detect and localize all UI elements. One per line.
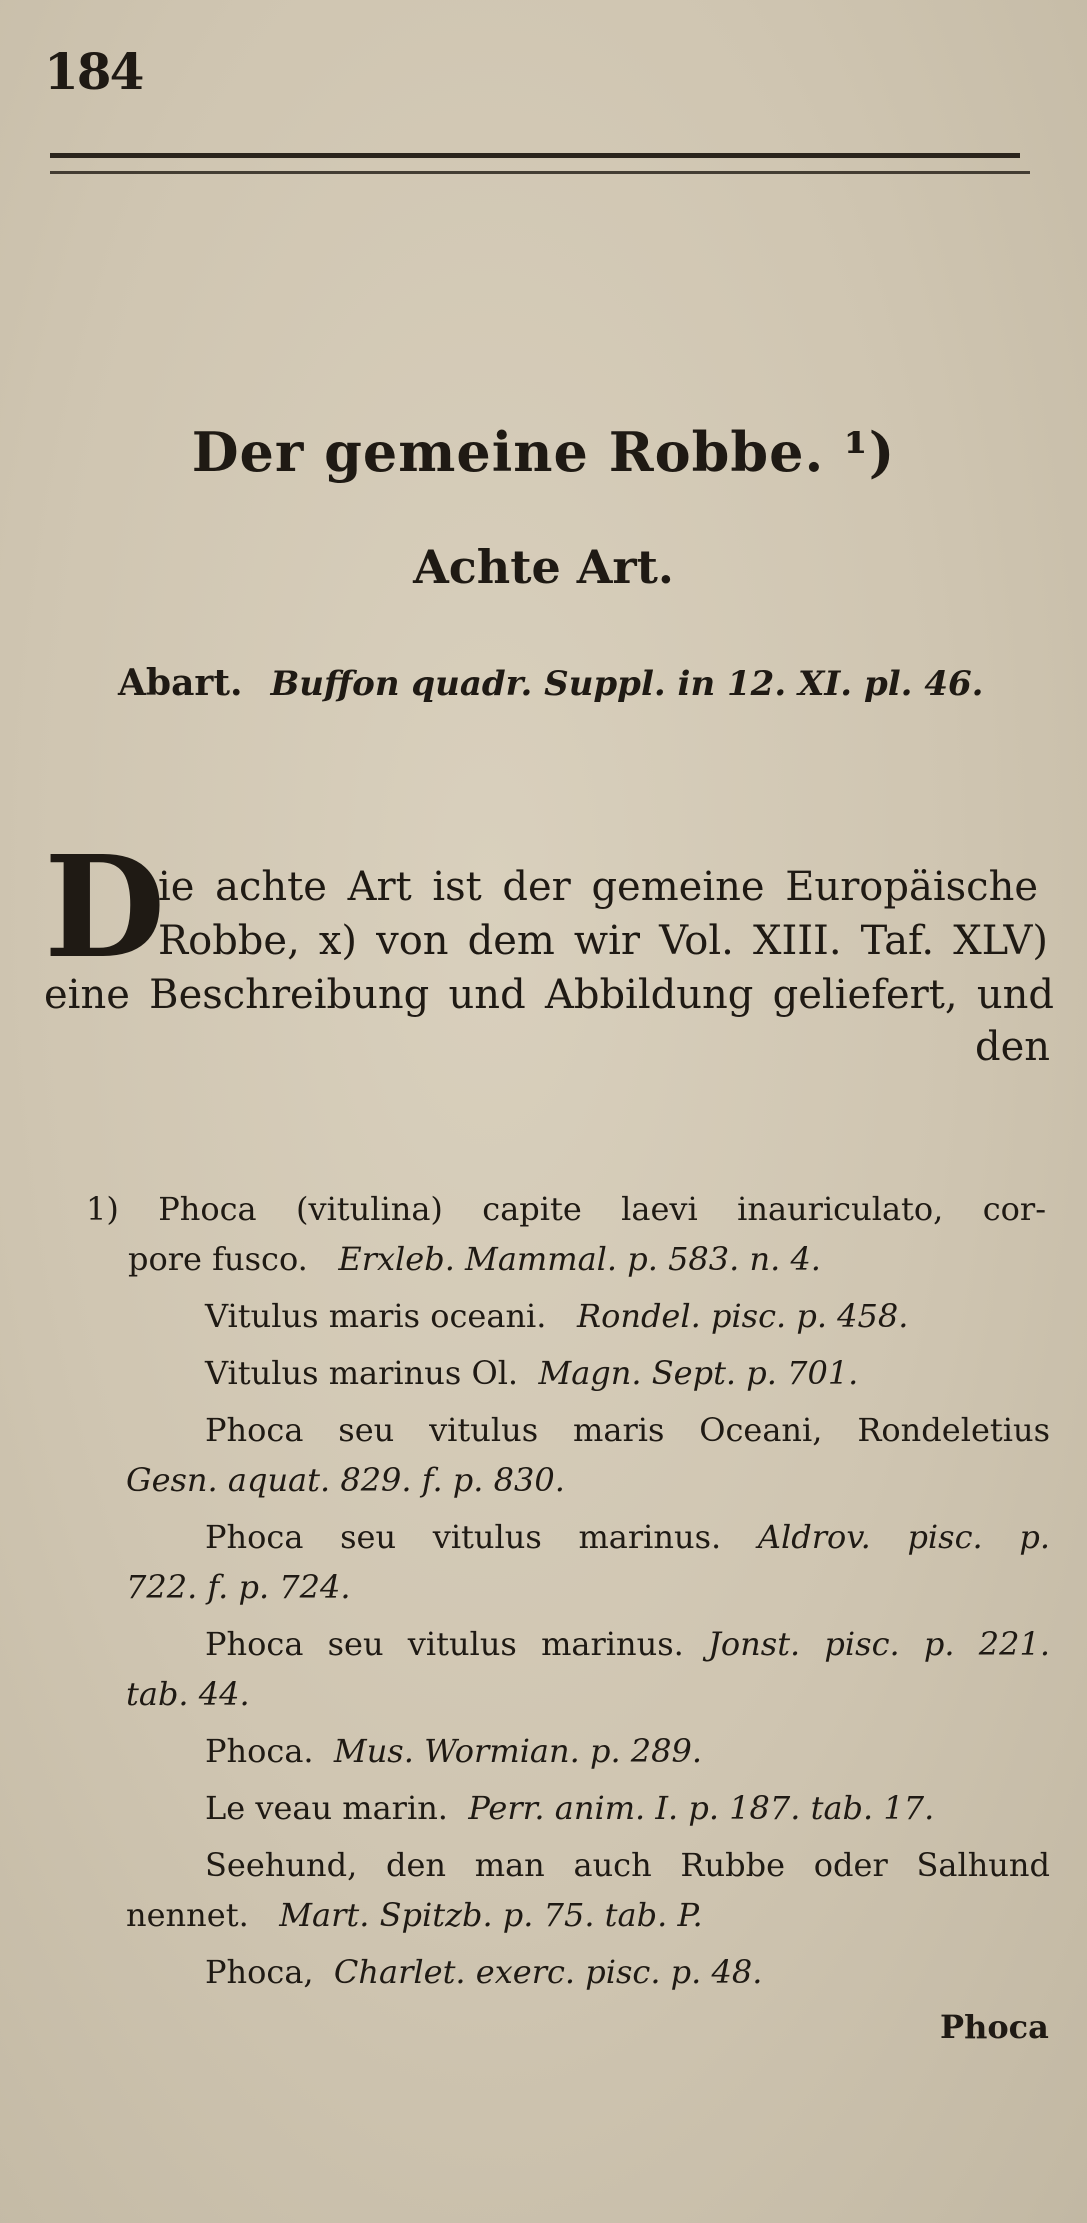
footnote-text: pore fusco. xyxy=(128,1240,308,1278)
footnote-text: Phoca. xyxy=(205,1732,314,1770)
section-title: Der gemeine Robbe. ¹) xyxy=(191,420,896,484)
footnote-text: Phoca seu vitulus marinus. xyxy=(205,1518,722,1556)
footnote-reference: Aldrov. pisc. p. xyxy=(757,1518,1051,1556)
footnote-reference: tab. 44. xyxy=(126,1675,250,1713)
variety-label: Abart. xyxy=(118,662,243,704)
variety-reference: Buffon quadr. Suppl. in 12. XI. pl. 46. xyxy=(270,664,984,704)
footnote-line: 1) Phoca (vitulina) capite laevi inauriculato, cor- xyxy=(86,1190,1046,1228)
footnote-reference: 722. f. p. 724. xyxy=(126,1568,351,1606)
footnote-line xyxy=(205,1354,858,1392)
footnote-reference: Rondel. pisc. p. 458. xyxy=(576,1297,909,1335)
footnote-text: Vitulus maris oceani. xyxy=(205,1297,547,1335)
footnote-reference: Mart. Spitzb. p. 75. tab. P. xyxy=(279,1896,703,1934)
footnote-line xyxy=(205,1789,934,1827)
page-number: 184 xyxy=(44,42,143,101)
header-rule-bottom xyxy=(50,171,1030,174)
footnote-reference: Mus. Wormian. p. 289. xyxy=(333,1732,703,1770)
footnote-line: Seehund, den man auch Rubbe oder Salhund xyxy=(205,1846,1050,1884)
header-rule-top xyxy=(50,153,1020,158)
footnote-line xyxy=(205,1518,1050,1556)
footnote-text: Vitulus marinus Ol. xyxy=(205,1354,519,1392)
catchword: Phoca xyxy=(940,2008,1049,2046)
footnote-line xyxy=(205,1297,908,1335)
paragraph-line: ie achte Art ist der gemeine Europäische xyxy=(158,864,1038,910)
footnote-reference: Erxleb. Mammal. p. 583. n. 4. xyxy=(338,1240,821,1278)
footnote-text: Phoca seu vitulus marinus. xyxy=(205,1625,684,1663)
paragraph-line: Robbe, x) von dem wir Vol. XIII. Taf. XLV) xyxy=(158,918,1048,964)
section-subtitle: Achte Art. xyxy=(413,540,674,594)
paragraph-line: eine Beschreibung und Abbildung geliefert, und xyxy=(44,972,1054,1018)
footnote-text: Le veau marin. xyxy=(205,1789,448,1827)
footnote-line xyxy=(205,1953,762,1991)
footnote-line xyxy=(128,1240,821,1278)
footnote-reference: Magn. Sept. p. 701. xyxy=(538,1354,859,1392)
footnote-reference: Charlet. exerc. pisc. p. 48. xyxy=(333,1953,763,1991)
variety-line xyxy=(118,662,983,704)
footnote-line xyxy=(126,1896,703,1934)
footnote-reference: Jonst. pisc. p. 221. xyxy=(708,1625,1051,1663)
drop-cap-initial: D xyxy=(44,826,166,990)
paragraph-line: den xyxy=(975,1024,1051,1070)
footnote-line: Phoca seu vitulus maris Oceani, Rondeletius xyxy=(205,1411,1050,1449)
footnote-reference: Gesn. aquat. 829. f. p. 830. xyxy=(126,1461,565,1499)
footnote-line xyxy=(205,1732,702,1770)
footnote-text: nennet. xyxy=(126,1896,249,1934)
footnote-reference: Perr. anim. I. p. 187. tab. 17. xyxy=(468,1789,935,1827)
footnote-line xyxy=(205,1625,1050,1663)
footnote-text: Phoca, xyxy=(205,1953,314,1991)
